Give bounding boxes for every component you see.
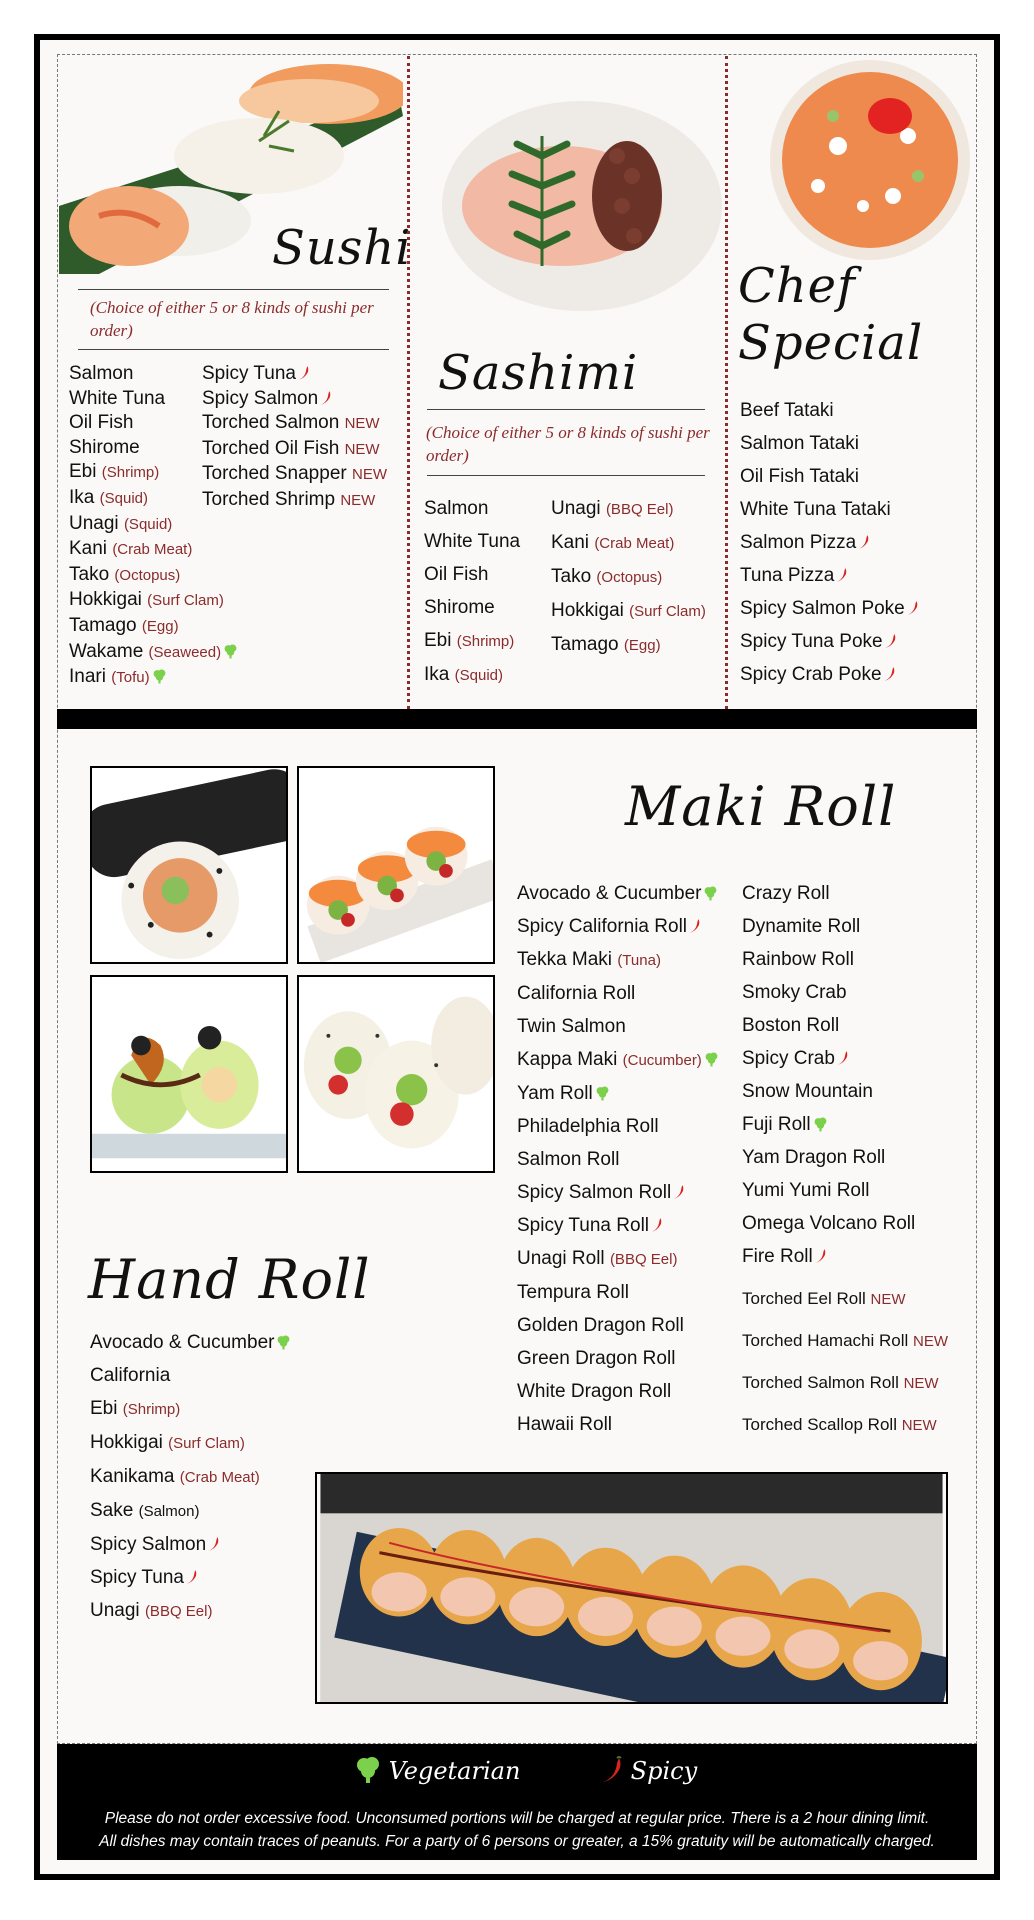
menu-item bbox=[742, 1141, 915, 1174]
spicy-icon bbox=[208, 1536, 220, 1552]
hand-roll-title: Hand Roll bbox=[88, 1248, 371, 1311]
menu-item bbox=[742, 943, 915, 976]
new-badge: NEW bbox=[344, 415, 380, 433]
menu-item-name: Torched Shrimp bbox=[202, 488, 336, 510]
maki-photo-2 bbox=[297, 766, 495, 964]
menu-item-name: Spicy Tuna Poke bbox=[740, 631, 883, 652]
menu-item-name: Golden Dragon Roll bbox=[517, 1315, 684, 1336]
menu-item bbox=[517, 1043, 719, 1077]
chef-special-title-line2: Special bbox=[738, 315, 924, 371]
vegetarian-icon bbox=[704, 1052, 719, 1067]
menu-item bbox=[517, 943, 719, 977]
section-divider-band bbox=[57, 709, 977, 729]
menu-item-description: (Crab Meat) bbox=[594, 535, 675, 552]
menu-item-name: Spicy Tuna bbox=[90, 1567, 184, 1588]
menu-item-name: White Tuna bbox=[424, 531, 521, 552]
menu-item bbox=[90, 1594, 291, 1628]
menu-item-name: Philadelphia Roll bbox=[517, 1116, 659, 1137]
menu-item-name: California Roll bbox=[517, 983, 636, 1004]
menu-item-name: Oil Fish bbox=[424, 564, 489, 585]
disclaimer-line-1: Please do not order excessive food. Unconsumed portions will be charged at regular price. There is a 2 hour dining limit. bbox=[104, 1810, 930, 1827]
menu-item bbox=[742, 1240, 915, 1273]
spicy-icon bbox=[836, 567, 848, 583]
legend-vegetarian bbox=[355, 1756, 520, 1785]
menu-item-name: Fuji Roll bbox=[742, 1114, 811, 1135]
spicy-icon bbox=[907, 600, 919, 616]
menu-item bbox=[742, 1404, 948, 1446]
menu-item bbox=[740, 592, 919, 625]
menu-item-name: Torched Eel Roll bbox=[742, 1289, 866, 1308]
menu-item bbox=[742, 1362, 948, 1404]
spicy-icon bbox=[673, 1184, 685, 1200]
menu-item-name: Salmon bbox=[424, 498, 489, 519]
chef-special-title-line1: Chef bbox=[738, 258, 856, 314]
menu-item-name: Salmon Pizza bbox=[740, 532, 857, 553]
menu-item-description: (BBQ Eel) bbox=[609, 1251, 678, 1268]
spicy-icon bbox=[858, 534, 870, 550]
menu-item-name: Avocado & Cucumber bbox=[90, 1332, 275, 1353]
menu-item-name: Oil Fish bbox=[69, 412, 134, 434]
menu-item-name: Sake bbox=[90, 1500, 134, 1521]
menu-item-name: Torched Hamachi Roll bbox=[742, 1331, 909, 1350]
menu-item bbox=[517, 1375, 719, 1408]
menu-item bbox=[90, 1326, 291, 1359]
menu-item bbox=[517, 1309, 719, 1342]
sashimi-list-left bbox=[424, 492, 520, 692]
menu-item bbox=[742, 1207, 915, 1240]
menu-item-description: (Squid) bbox=[454, 667, 503, 684]
sushi-title: Sushi bbox=[272, 220, 412, 276]
menu-item bbox=[69, 614, 238, 640]
menu-item-name: Torched Salmon Roll bbox=[742, 1373, 899, 1392]
spicy-icon bbox=[603, 1756, 623, 1784]
spicy-icon bbox=[651, 1217, 663, 1233]
menu-item bbox=[90, 1392, 291, 1426]
menu-item-name: Snow Mountain bbox=[742, 1081, 873, 1102]
menu-item-name: Torched Snapper bbox=[202, 463, 347, 485]
menu-item bbox=[90, 1460, 291, 1494]
spicy-icon bbox=[320, 390, 332, 406]
menu-item bbox=[740, 625, 919, 658]
vegetarian-icon bbox=[813, 1117, 828, 1132]
menu-item-name: White Dragon Roll bbox=[517, 1381, 672, 1402]
sashimi-title: Sashimi bbox=[438, 345, 639, 401]
legend-spicy bbox=[603, 1756, 697, 1785]
menu-item bbox=[517, 877, 719, 910]
menu-item-name: Spicy California Roll bbox=[517, 916, 688, 937]
column-divider-1 bbox=[407, 56, 410, 709]
menu-item bbox=[742, 1075, 915, 1108]
menu-item bbox=[551, 594, 706, 628]
menu-item-name: Salmon Roll bbox=[517, 1149, 620, 1170]
menu-item-name: Ebi bbox=[424, 630, 452, 651]
maki-photo-1 bbox=[90, 766, 288, 964]
menu-item-name: Yumi Yumi Roll bbox=[742, 1180, 870, 1201]
menu-item-name: Green Dragon Roll bbox=[517, 1348, 676, 1369]
menu-item-name: Fire Roll bbox=[742, 1246, 813, 1267]
menu-item bbox=[742, 1042, 915, 1075]
menu-item-name: Shirome bbox=[69, 436, 140, 458]
menu-item-description: (Shrimp) bbox=[456, 633, 515, 650]
menu-item-name: California bbox=[90, 1365, 171, 1386]
disclaimer-line-2: All dishes may contain traces of peanuts. For a party of 6 persons or greater, a 15% gratuity will be automatically charged. bbox=[99, 1833, 935, 1850]
sushi-title-rule bbox=[78, 289, 389, 290]
menu-item-name: Ebi bbox=[69, 461, 97, 483]
menu-item bbox=[517, 910, 719, 943]
menu-item bbox=[90, 1528, 291, 1561]
maki-list-left bbox=[517, 877, 719, 1441]
menu-item bbox=[90, 1494, 291, 1528]
new-badge: NEW bbox=[903, 1375, 939, 1392]
menu-item-name: Tuna Pizza bbox=[740, 565, 835, 586]
spicy-icon bbox=[815, 1248, 827, 1264]
menu-item bbox=[69, 665, 238, 691]
menu-item-name: Tamago bbox=[551, 634, 619, 655]
menu-item-name: Smoky Crab bbox=[742, 982, 847, 1003]
menu-item-name: Spicy Tuna bbox=[202, 363, 296, 384]
menu-item bbox=[69, 563, 238, 589]
menu-item bbox=[517, 1209, 719, 1242]
menu-item-name: Tako bbox=[69, 563, 110, 585]
menu-item bbox=[742, 877, 915, 910]
menu-item-description: (Salmon) bbox=[138, 1503, 200, 1520]
menu-item bbox=[740, 559, 919, 592]
menu-item bbox=[551, 492, 706, 526]
menu-item-name: Dynamite Roll bbox=[742, 916, 861, 937]
menu-item-name: Rainbow Roll bbox=[742, 949, 854, 970]
menu-item bbox=[69, 588, 238, 614]
sashimi-note-rule bbox=[427, 475, 705, 476]
maki-photo-3 bbox=[90, 975, 288, 1173]
menu-item-description: (BBQ Eel) bbox=[605, 501, 674, 518]
menu-item-name: Salmon bbox=[69, 363, 134, 384]
new-badge: NEW bbox=[913, 1333, 949, 1350]
menu-item bbox=[517, 1242, 719, 1276]
menu-item bbox=[551, 628, 706, 662]
menu-item bbox=[740, 493, 919, 526]
column-divider-2 bbox=[725, 56, 728, 709]
menu-item-name: Hokkigai bbox=[69, 589, 142, 611]
menu-item bbox=[742, 976, 915, 1009]
menu-item-description: (Surf Clam) bbox=[168, 1435, 245, 1452]
spicy-icon bbox=[298, 365, 310, 381]
menu-item-name: Crazy Roll bbox=[742, 883, 830, 904]
menu-item-name: Salmon Tataki bbox=[740, 433, 859, 454]
menu-item bbox=[551, 526, 706, 560]
menu-item-name: Spicy Salmon bbox=[90, 1534, 207, 1555]
menu-item-description: (Surf Clam) bbox=[629, 603, 706, 620]
menu-item-name: Yam Roll bbox=[517, 1083, 593, 1104]
new-badge: NEW bbox=[340, 491, 376, 509]
menu-item-description: (Egg) bbox=[623, 637, 661, 654]
menu-item bbox=[517, 1276, 719, 1309]
menu-item-name: Unagi bbox=[90, 1600, 140, 1621]
vegetarian-icon bbox=[595, 1086, 610, 1101]
menu-item-name: Shirome bbox=[424, 597, 495, 618]
menu-item bbox=[69, 640, 238, 666]
sushi-note: (Choice of either 5 or 8 kinds of sushi per order) bbox=[90, 298, 374, 340]
new-badge: NEW bbox=[352, 466, 387, 484]
menu-item-name: Tako bbox=[551, 566, 592, 587]
spicy-icon bbox=[186, 1569, 198, 1585]
menu-item-description: (Tuna) bbox=[617, 952, 661, 969]
menu-item-description: (Seaweed) bbox=[148, 643, 222, 661]
menu-item bbox=[742, 1174, 915, 1207]
spicy-icon bbox=[884, 666, 896, 682]
menu-item-name: Beef Tataki bbox=[740, 400, 834, 421]
menu-item bbox=[90, 1561, 291, 1594]
menu-item bbox=[742, 910, 915, 943]
menu-item bbox=[424, 558, 520, 591]
new-badge: NEW bbox=[870, 1291, 906, 1308]
vegetarian-icon bbox=[276, 1335, 291, 1350]
menu-item-name: Torched Salmon bbox=[202, 412, 340, 434]
menu-item-description: (Surf Clam) bbox=[147, 592, 224, 610]
vegetarian-icon bbox=[223, 644, 238, 659]
menu-item-name: Hawaii Roll bbox=[517, 1414, 613, 1435]
menu-item-name: Spicy Salmon bbox=[202, 387, 319, 409]
legend-vegetarian-label: Vegetarian bbox=[388, 1757, 521, 1785]
menu-item-name: Oil Fish Tataki bbox=[740, 466, 859, 487]
menu-item-description: (Squid) bbox=[123, 515, 173, 533]
menu-item bbox=[202, 411, 387, 437]
menu-item-name: Hokkigai bbox=[90, 1432, 163, 1453]
sashimi-list-right bbox=[551, 492, 706, 662]
maki-list-new bbox=[742, 1278, 948, 1446]
menu-item bbox=[740, 427, 919, 460]
menu-item-name: Tempura Roll bbox=[517, 1282, 629, 1303]
menu-item bbox=[202, 362, 387, 387]
vegetarian-icon bbox=[703, 886, 718, 901]
menu-item bbox=[742, 1009, 915, 1042]
menu-item-name: Torched Scallop Roll bbox=[742, 1415, 897, 1434]
menu-item-description: (Octopus) bbox=[596, 569, 663, 586]
menu-item-name: Avocado & Cucumber bbox=[517, 883, 702, 904]
sushi-list-right bbox=[202, 362, 387, 514]
menu-item bbox=[202, 437, 387, 463]
menu-item-name: Spicy Salmon Poke bbox=[740, 598, 905, 619]
menu-item-name: Kani bbox=[69, 538, 108, 560]
menu-item-name: Unagi Roll bbox=[517, 1248, 605, 1269]
menu-item-description: (BBQ Eel) bbox=[144, 1603, 213, 1620]
menu-item bbox=[742, 1320, 948, 1362]
menu-item bbox=[69, 512, 238, 538]
menu-item-name: Ika bbox=[424, 664, 450, 685]
menu-item bbox=[202, 462, 387, 488]
menu-item-name: Ika bbox=[69, 486, 95, 508]
menu-item-description: (Crab Meat) bbox=[112, 541, 193, 559]
new-badge: NEW bbox=[901, 1417, 937, 1434]
menu-item bbox=[69, 537, 238, 563]
sushi-note-rule bbox=[78, 349, 389, 350]
menu-item-name: Wakame bbox=[69, 640, 144, 662]
menu-item bbox=[740, 394, 919, 427]
maki-roll-title: Maki Roll bbox=[625, 775, 897, 838]
menu-item-name: Torched Oil Fish bbox=[202, 437, 340, 459]
spicy-icon bbox=[689, 918, 701, 934]
hand-roll-list bbox=[90, 1326, 291, 1628]
menu-item-name: Spicy Salmon Roll bbox=[517, 1182, 672, 1203]
menu-item bbox=[517, 1010, 719, 1043]
menu-item-name: Tekka Maki bbox=[517, 949, 613, 970]
menu-item bbox=[202, 387, 387, 412]
menu-item-name: Kanikama bbox=[90, 1466, 175, 1487]
menu-item-name: Yam Dragon Roll bbox=[742, 1147, 886, 1168]
sashimi-title-rule bbox=[427, 409, 705, 410]
menu-item-description: (Octopus) bbox=[114, 566, 181, 584]
menu-item-name: Inari bbox=[69, 666, 106, 688]
chef-special-list bbox=[740, 394, 919, 691]
spicy-icon bbox=[885, 633, 897, 649]
menu-item-name: Kani bbox=[551, 532, 590, 553]
menu-item bbox=[517, 1342, 719, 1375]
menu-item bbox=[517, 1077, 719, 1110]
menu-item bbox=[424, 525, 520, 558]
menu-item bbox=[517, 1408, 719, 1441]
maki-list-right bbox=[742, 877, 915, 1273]
menu-item bbox=[90, 1426, 291, 1460]
menu-item bbox=[551, 560, 706, 594]
menu-item-description: (Crab Meat) bbox=[179, 1469, 260, 1486]
menu-item-description: (Shrimp) bbox=[101, 464, 160, 482]
menu-item-name: Spicy Crab bbox=[742, 1048, 835, 1069]
menu-item-name: Tamago bbox=[69, 614, 137, 636]
menu-item-name: White Tuna Tataki bbox=[740, 499, 891, 520]
vegetarian-icon bbox=[152, 669, 167, 684]
menu-item bbox=[517, 1143, 719, 1176]
menu-item-name: Kappa Maki bbox=[517, 1049, 618, 1070]
menu-item bbox=[740, 526, 919, 559]
menu-item bbox=[740, 460, 919, 493]
chef-special-photo bbox=[758, 56, 976, 266]
menu-item-name: Unagi bbox=[69, 512, 119, 534]
menu-item bbox=[742, 1108, 915, 1141]
menu-item bbox=[517, 1110, 719, 1143]
menu-item-name: Spicy Tuna Roll bbox=[517, 1215, 650, 1236]
menu-item bbox=[424, 591, 520, 624]
maki-photo-4 bbox=[297, 975, 495, 1173]
spicy-icon bbox=[837, 1050, 849, 1066]
menu-item-name: White Tuna bbox=[69, 387, 166, 409]
menu-item-name: Unagi bbox=[551, 498, 601, 519]
menu-item bbox=[740, 658, 919, 691]
legend-spicy-label: Spicy bbox=[630, 1757, 698, 1785]
menu-item bbox=[90, 1359, 291, 1392]
sashimi-note: (Choice of either 5 or 8 kinds of sushi per order) bbox=[426, 423, 710, 465]
roll-platter-photo bbox=[315, 1472, 948, 1704]
menu-item-name: Twin Salmon bbox=[517, 1016, 626, 1037]
menu-item bbox=[202, 488, 387, 514]
menu-item-description: (Shrimp) bbox=[122, 1401, 181, 1418]
menu-item-name: Ebi bbox=[90, 1398, 118, 1419]
menu-item-description: (Egg) bbox=[141, 617, 179, 635]
sashimi-photo bbox=[412, 56, 724, 326]
menu-item bbox=[424, 658, 520, 692]
menu-item-name: Boston Roll bbox=[742, 1015, 840, 1036]
menu-item bbox=[742, 1278, 948, 1320]
menu-item-name: Hokkigai bbox=[551, 600, 624, 621]
menu-item bbox=[517, 1176, 719, 1209]
menu-item-description: (Squid) bbox=[99, 489, 148, 507]
menu-item-name: Spicy Crab Poke bbox=[740, 664, 882, 685]
new-badge: NEW bbox=[344, 440, 380, 458]
menu-item-description: (Cucumber) bbox=[622, 1052, 702, 1069]
menu-item bbox=[517, 977, 719, 1010]
menu-item-description: (Tofu) bbox=[111, 669, 150, 687]
footer bbox=[57, 1744, 977, 1860]
menu-item-name: Omega Volcano Roll bbox=[742, 1213, 916, 1234]
vegetarian-icon bbox=[355, 1756, 381, 1784]
menu-item bbox=[424, 624, 520, 658]
menu-item bbox=[424, 492, 520, 525]
